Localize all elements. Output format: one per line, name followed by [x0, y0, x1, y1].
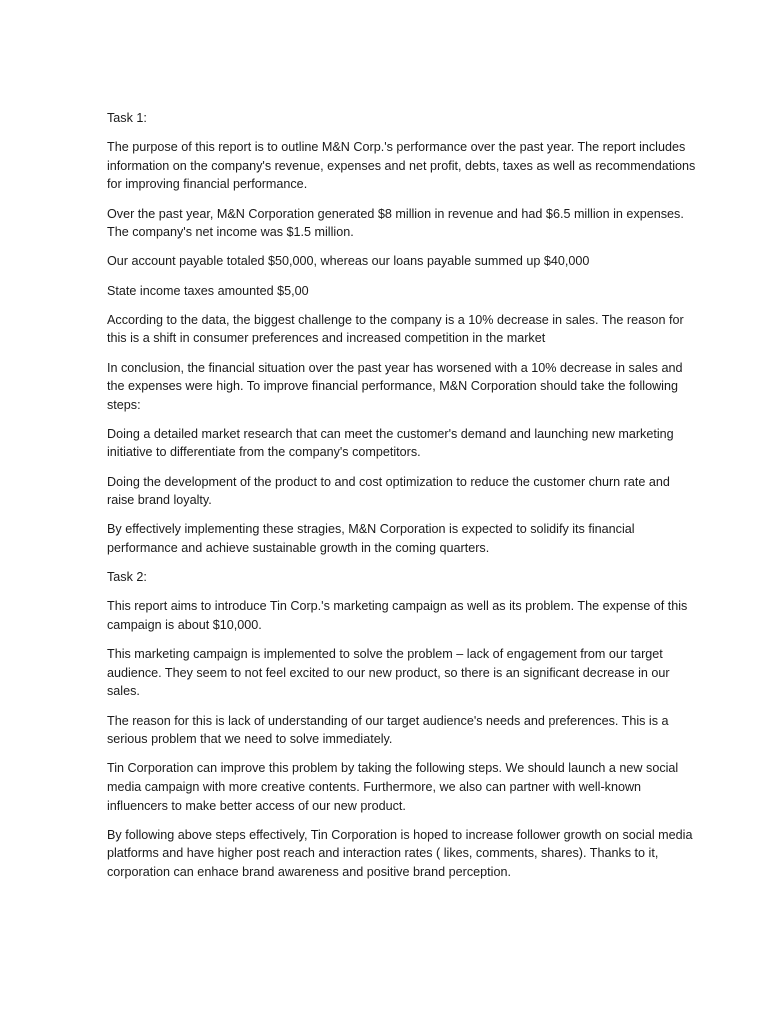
document-body	[107, 109, 699, 892]
paragraph-campaign-problem: This marketing campaign is implemented to solve the problem – lack of engagement from our target audience. They seem to not feel excited to our new product, so there is an significant decrease in our sales.	[107, 647, 670, 699]
paragraph-payables: Our account payable totaled $50,000, whereas our loans payable summed up $40,000	[107, 254, 590, 269]
task-2-heading: Task 2:	[107, 570, 147, 585]
paragraph-revenue: Over the past year, M&N Corporation generated $8 million in revenue and had $6.5 million in expenses. The company's net income was $1.5 million.	[107, 206, 684, 240]
paragraph-improvement-steps: Tin Corporation can improve this problem by taking the following steps. We should launch a new social media campaign with more creative contents. Furthermore, we also can partner with well-known influencers to make better access of our new product.	[107, 761, 679, 813]
paragraph-step-development: Doing the development of the product to and cost optimization to reduce the customer churn rate and raise brand loyalty.	[107, 474, 670, 508]
paragraph-expected-outcome: By following above steps effectively, Tin Corporation is hoped to increase follower growth on social media platforms and have higher post reach and interaction rates ( likes, comments, shares). Thanks to it, corporation can enhace brand awareness and positive brand perception.	[107, 827, 693, 879]
paragraph-outlook: By effectively implementing these stragies, M&N Corporation is expected to solidify its financial performance and achieve sustainable growth in the coming quarters.	[107, 522, 635, 556]
paragraph-conclusion: In conclusion, the financial situation over the past year has worsened with a 10% decrease in sales and the expenses were high. To improve financial performance, M&N Corporation should take the following steps:	[107, 360, 683, 412]
paragraph-step-research: Doing a detailed market research that can meet the customer's demand and launching new marketing initiative to differentiate from the company's competitors.	[107, 426, 674, 460]
paragraph-purpose: The purpose of this report is to outline M&N Corp.'s performance over the past year. The report includes information on the company's revenue, expenses and net profit, debts, taxes as well as recommendations for improving financial performance.	[107, 140, 696, 192]
paragraph-campaign-intro: This report aims to introduce Tin Corp.'s marketing campaign as well as its problem. The expense of this campaign is about $10,000.	[107, 599, 688, 632]
task-1-heading: Task 1:	[107, 111, 147, 125]
paragraph-problem-reason: The reason for this is lack of understanding of our target audience's needs and preferences. This is a serious problem that we need to solve immediately.	[107, 713, 669, 747]
paragraph-taxes: State income taxes amounted $5,00	[107, 283, 309, 298]
paragraph-challenge: According to the data, the biggest challenge to the company is a 10% decrease in sales. The reason for this is a shift in consumer preferences and increased competition in the market	[107, 312, 684, 346]
